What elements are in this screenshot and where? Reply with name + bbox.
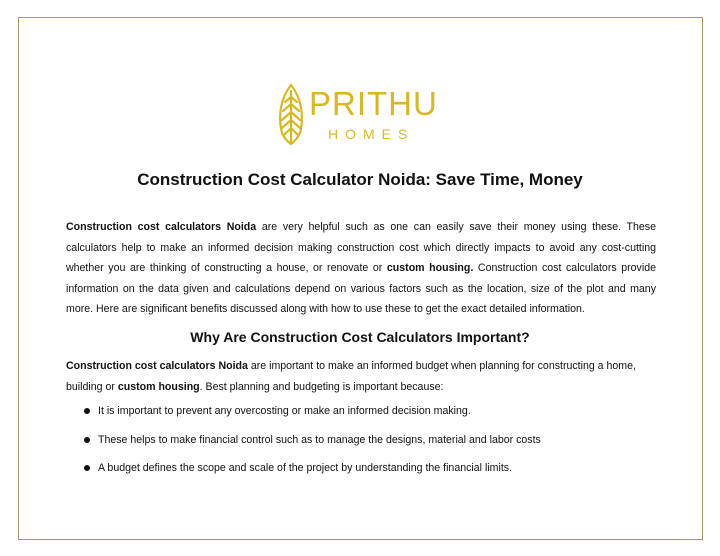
section-text-2: . Best planning and budgeting is important because: <box>199 380 444 393</box>
bullet-dot-icon <box>84 465 90 471</box>
leaf-icon <box>276 83 306 145</box>
brand-subtitle: HOMES <box>328 126 415 142</box>
custom-housing-link[interactable]: custom housing. <box>386 262 474 275</box>
custom-housing-link-2[interactable]: custom housing <box>117 380 200 393</box>
section-bold-start: Construction cost calculators Noida <box>66 360 248 372</box>
list-item <box>66 461 656 490</box>
intro-text-2: Construction cost calculators provide information on the data given and calculations depend on various factors such as the location, size of the plot and many more. Here are significant benefits discussed along with how to use these to get the exact detailed information. <box>66 262 656 316</box>
section-paragraph <box>66 356 656 397</box>
list-item-text: A budget defines the scope and scale of the project by understanding the financial limits. <box>98 462 513 474</box>
bullet-dot-icon <box>84 437 90 443</box>
list-item-text: It is important to prevent any overcosting or make an informed decision making. <box>98 405 471 417</box>
intro-bold-start: Construction cost calculators Noida <box>66 221 257 233</box>
intro-paragraph <box>66 217 656 320</box>
intro-text-1: are very helpful such as one can easily save their money using these. These calculators help to make an informed decision making construction cost which directly impacts to avoid any cost-cutting whether you are thinking of constructing a house, or renovate or <box>66 221 656 275</box>
list-item-text: These helps to make financial control such as to manage the designs, material and labor costs <box>98 433 541 446</box>
section-heading: Why Are Construction Cost Calculators Important? <box>190 329 530 345</box>
list-item <box>66 404 656 433</box>
page-title: Construction Cost Calculator Noida: Save Time, Money <box>137 170 583 189</box>
brand-logo <box>276 83 451 147</box>
brand-name: PRITHU <box>309 85 438 122</box>
list-item <box>66 433 656 462</box>
bullet-dot-icon <box>84 408 90 414</box>
bullet-list <box>66 404 656 490</box>
section-text-1: are important to make an informed budget when planning for constructing a home, building or <box>66 360 636 393</box>
